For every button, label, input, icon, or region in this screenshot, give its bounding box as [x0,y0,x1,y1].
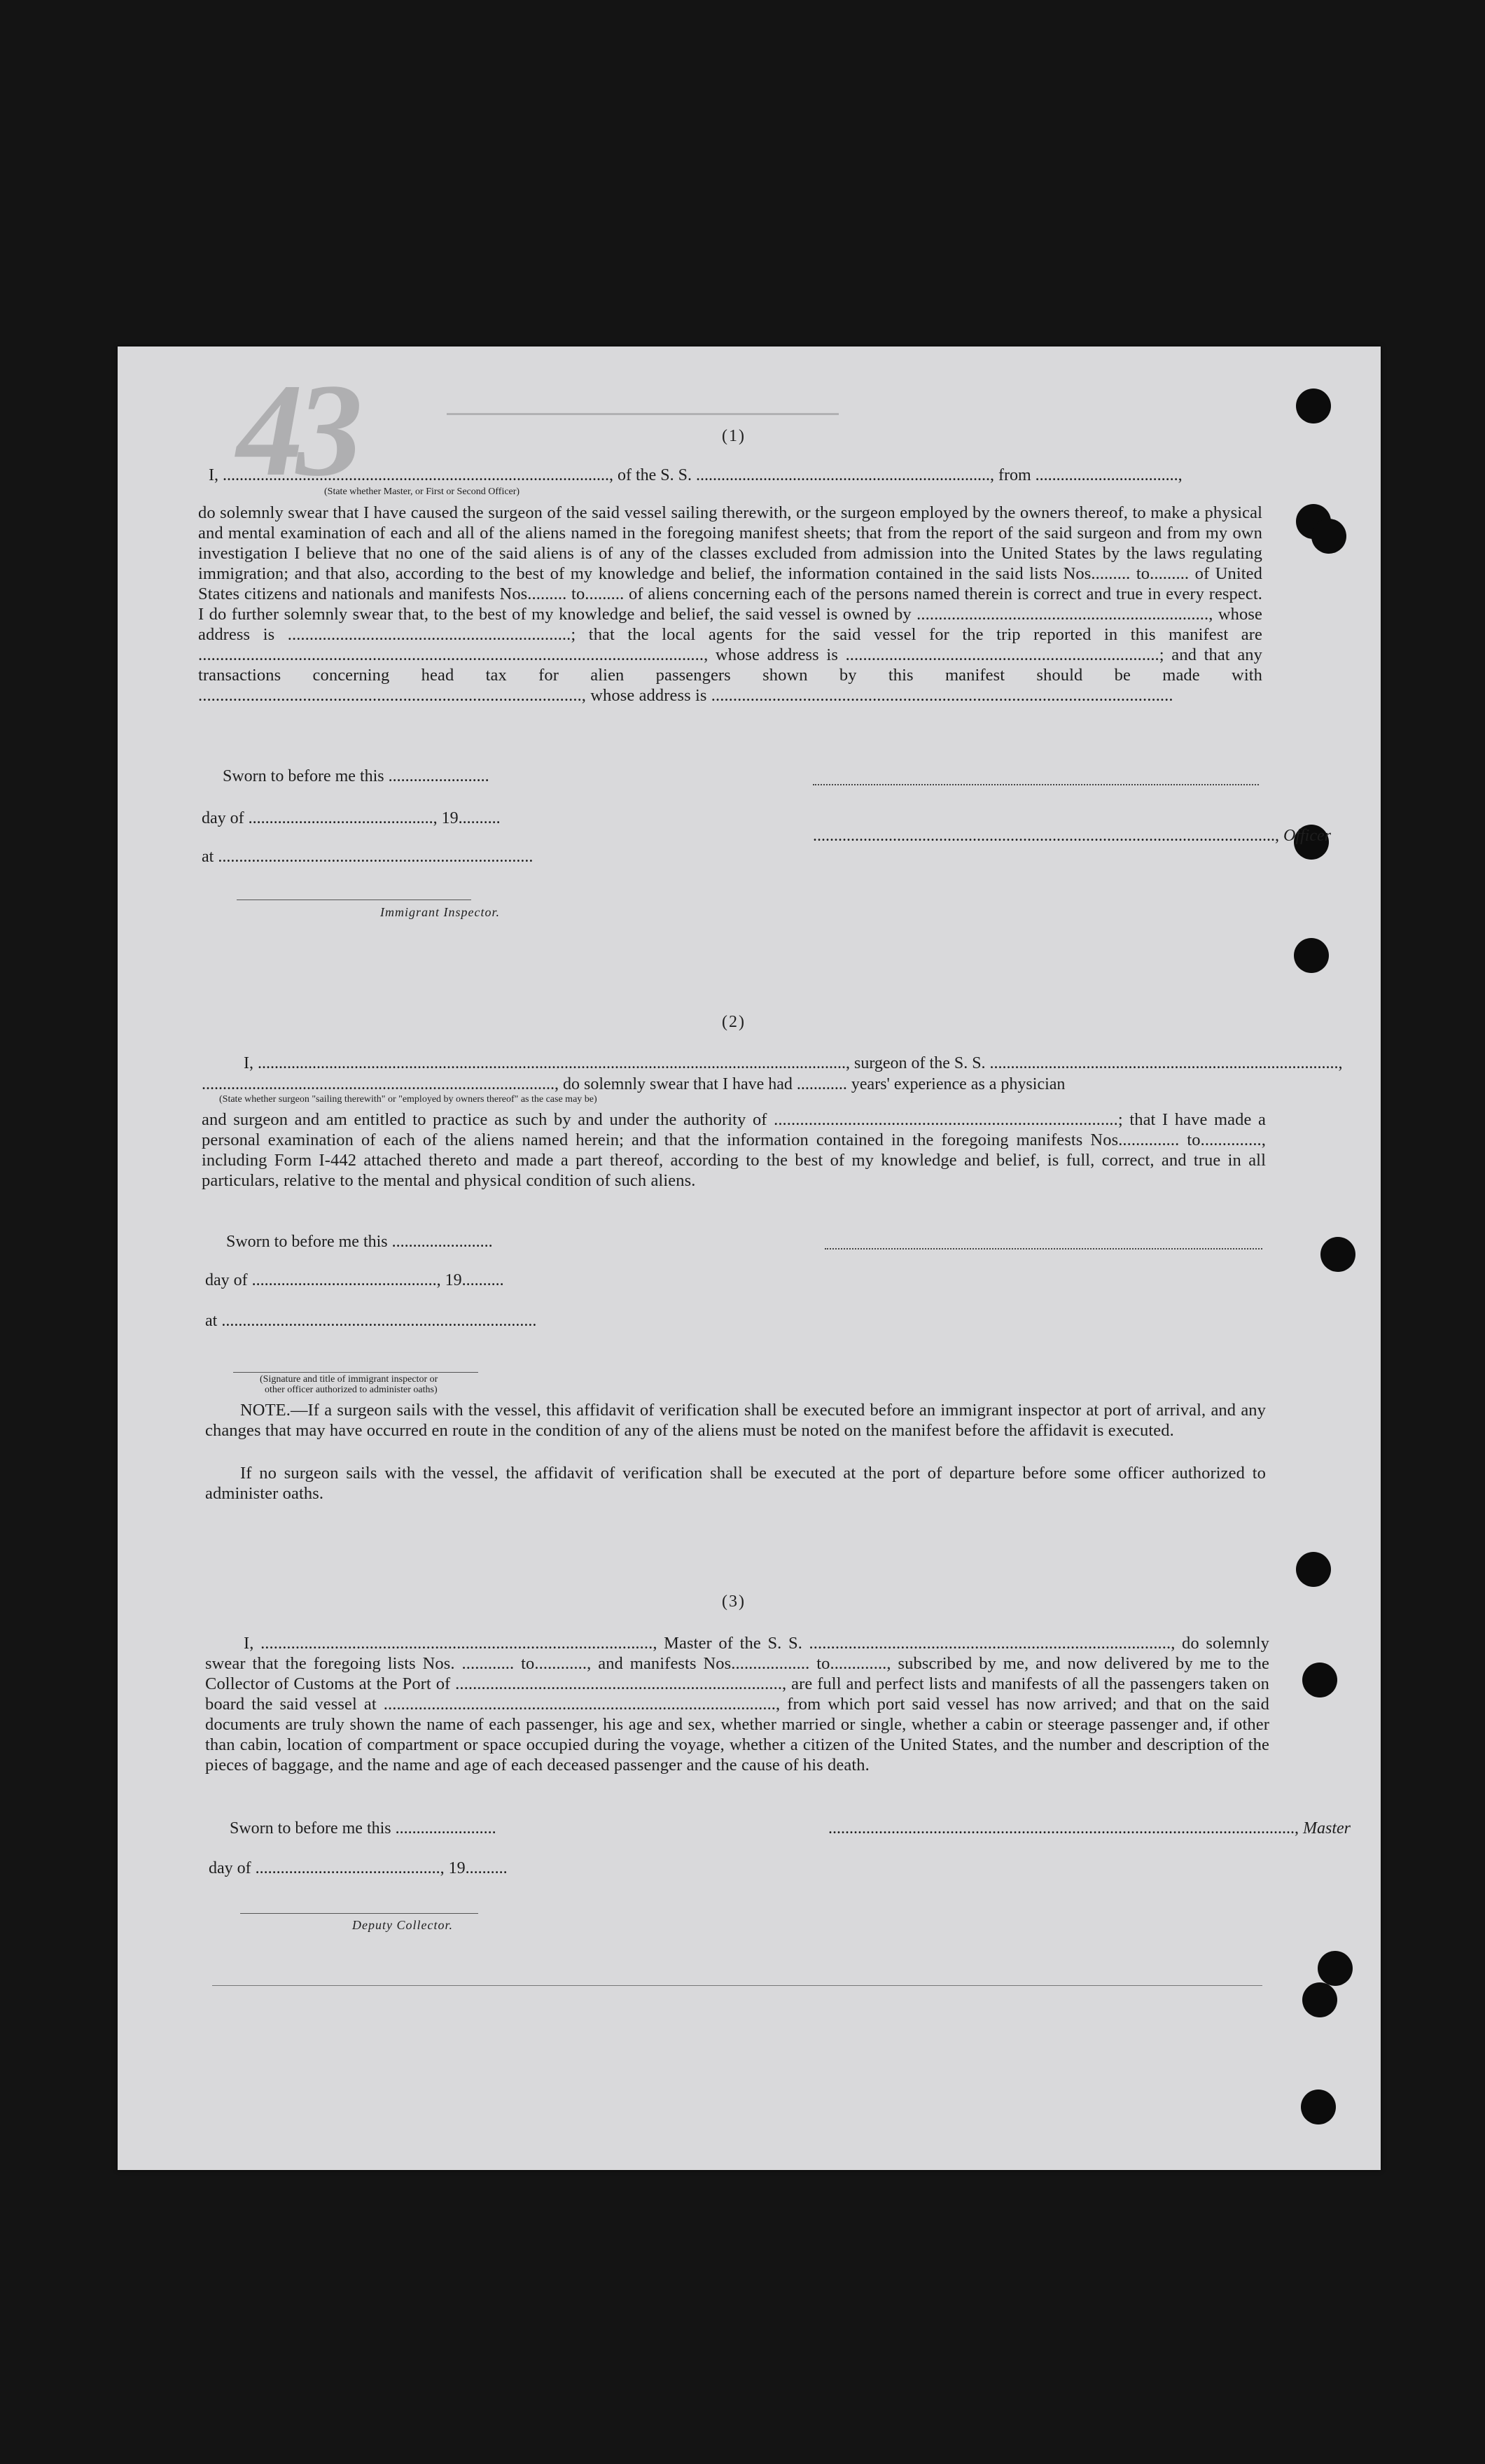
section-1-day-line: day of ............................................, 19.......... [202,809,501,827]
section-2-at-line: at ........................................................................... [205,1312,537,1330]
binder-hole [1296,388,1331,424]
faint-header-bleedthrough [447,413,839,415]
section-3-collector-line [240,1913,478,1914]
section-2-experience-line: ...................................................................................., do solemnly swear that I have had ............ years' experience as a physician [202,1075,1066,1093]
section-1-oath-text: do solemnly swear that I have caused the surgeon of the said vessel sailing therewith, or the surgeon employed by the owners thereof, to make a physical and mental examination of each and all of the aliens named in the foregoing manifest sheets; that from the report of the said surgeon and from my own investigation I believe that no one of the said aliens is of any of the classes excluded from admission into the United States by the laws regulating immigration; and that also, according to the best of my knowledge and belief, the information contained in the said lists Nos......... to......... of United States citizens and nationals and manifests Nos......... to......... of aliens concerning each of the persons named therein is correct and true in every respect. I do further solemnly swear that, to the best of my knowledge and belief, the said vessel is owned by ..................................................................., whose address is .................................................................; that the local agents for the said vessel for the trip reported in this manifest are ...................................................................................................................., whose address is ........................................................................; and that any transactions concerning head tax for alien passengers shown by this manifest should be made with ........................................................................................, whose address is .......................................................................................................... [198,503,1262,705]
section-3-number: (3) [722,1592,746,1611]
section-1-officer-caption: (State whether Master, or First or Second Officer) [324,486,520,497]
section-1-signature-line [813,784,1259,785]
binder-hole [1311,519,1346,554]
section-1-inspector-line [237,899,471,900]
surgeon-note: NOTE.—If a surgeon sails with the vessel, this affidavit of verification shall be executed before an immigrant inspector at port of arrival, and any changes that may have occurred en route in the condition of any of the aliens must be noted on the manifest before the affidavit is executed. [205,1401,1266,1440]
section-1-oath-line: I, ............................................................................................, of the S. S. ......................................................................, from .................................., [209,466,1183,484]
section-2-day-line: day of ............................................, 19.......... [205,1271,504,1289]
section-2-surgeon-caption: (State whether surgeon "sailing therewith" or "employed by owners thereof" as the case may be) [219,1094,597,1105]
deputy-collector-label: Deputy Collector. [352,1918,453,1932]
section-2-sworn-line: Sworn to before me this ........................ [226,1233,493,1251]
section-2-oath-line: I, ............................................................................................................................................, surgeon of the S. S. ..................................................................................., [244,1054,1343,1072]
no-surgeon-note: If no surgeon sails with the vessel, the affidavit of verification shall be executed at the port of departure before some officer authorized to administer oaths. [205,1464,1266,1503]
binder-hole [1296,1552,1331,1587]
section-2-number: (2) [722,1013,746,1031]
section-1-sworn-line: Sworn to before me this ........................ [223,767,489,785]
master-label: Master [1303,1819,1351,1837]
section-2-oath-text: and surgeon and am entitled to practice as such by and under the authority of ...............................................................................; that I have made a personal examination of each of the aliens named herein; and that the information contained in the foregoing manifests Nos.............. to.............., including Form I-442 attached thereto and made a part thereof, according to the best of my knowledge and belief, is full, correct, and true in all particulars, relative to the mental and physical condition of such aliens. [202,1110,1266,1190]
section-3-oath-text: I, .........................................................................................., Master of the S. S. ..................................................................................., do solemnly swear that the foregoing lists Nos. ............ to............, and manifests Nos.................. to............., subscribed by me, and now delivered by me to the Collector of Customs at the Port of ..........................................................................., are full and perfect lists and manifests of all the passengers taken on board the said vessel at .........................................................................................., from which port said vessel has now arrived; and that on the said documents are truly shown the name of each passenger, his age and sex, whether married or single, whether a cabin or steerage passenger and, if other than cabin, location of compartment or space occupied during the voyage, whether a citizen of the United States, and the number and description of the pieces of baggage, and the name and age of each deceased passenger and the cause of his death. [205,1634,1269,1774]
immigrant-inspector-label: Immigrant Inspector. [380,905,500,919]
faint-stamp-mark: 43 [237,357,356,504]
section-2-inspector-line [233,1372,478,1373]
bottom-divider [212,1985,1262,1986]
section-1-at-line: at ........................................................................... [202,848,534,866]
section-3-sworn-line: Sworn to before me this ........................ [230,1819,496,1837]
section-3-day-line: day of ............................................, 19.......... [209,1859,508,1877]
master-dotted-line: ..............................................................................................................., [828,1819,1299,1837]
binder-hole [1320,1237,1355,1272]
binder-hole [1301,2090,1336,2124]
section-1-number: (1) [722,427,746,445]
binder-hole [1294,938,1329,973]
section-2-sig-caption-1: (Signature and title of immigrant inspector or [260,1374,438,1385]
section-2-sig-caption-2: other officer authorized to administer oaths) [265,1385,438,1395]
officer-label: Officer [1283,827,1331,845]
officer-dotted-line: .............................................................................................................., [813,827,1279,845]
section-1-officer-line [813,826,1331,846]
section-2-signature-line [825,1248,1262,1250]
binder-hole [1318,1951,1353,1986]
binder-hole [1302,1662,1337,1698]
section-3-master-line [828,1819,1351,1839]
document-page [118,346,1381,2170]
binder-hole [1302,1982,1337,2017]
